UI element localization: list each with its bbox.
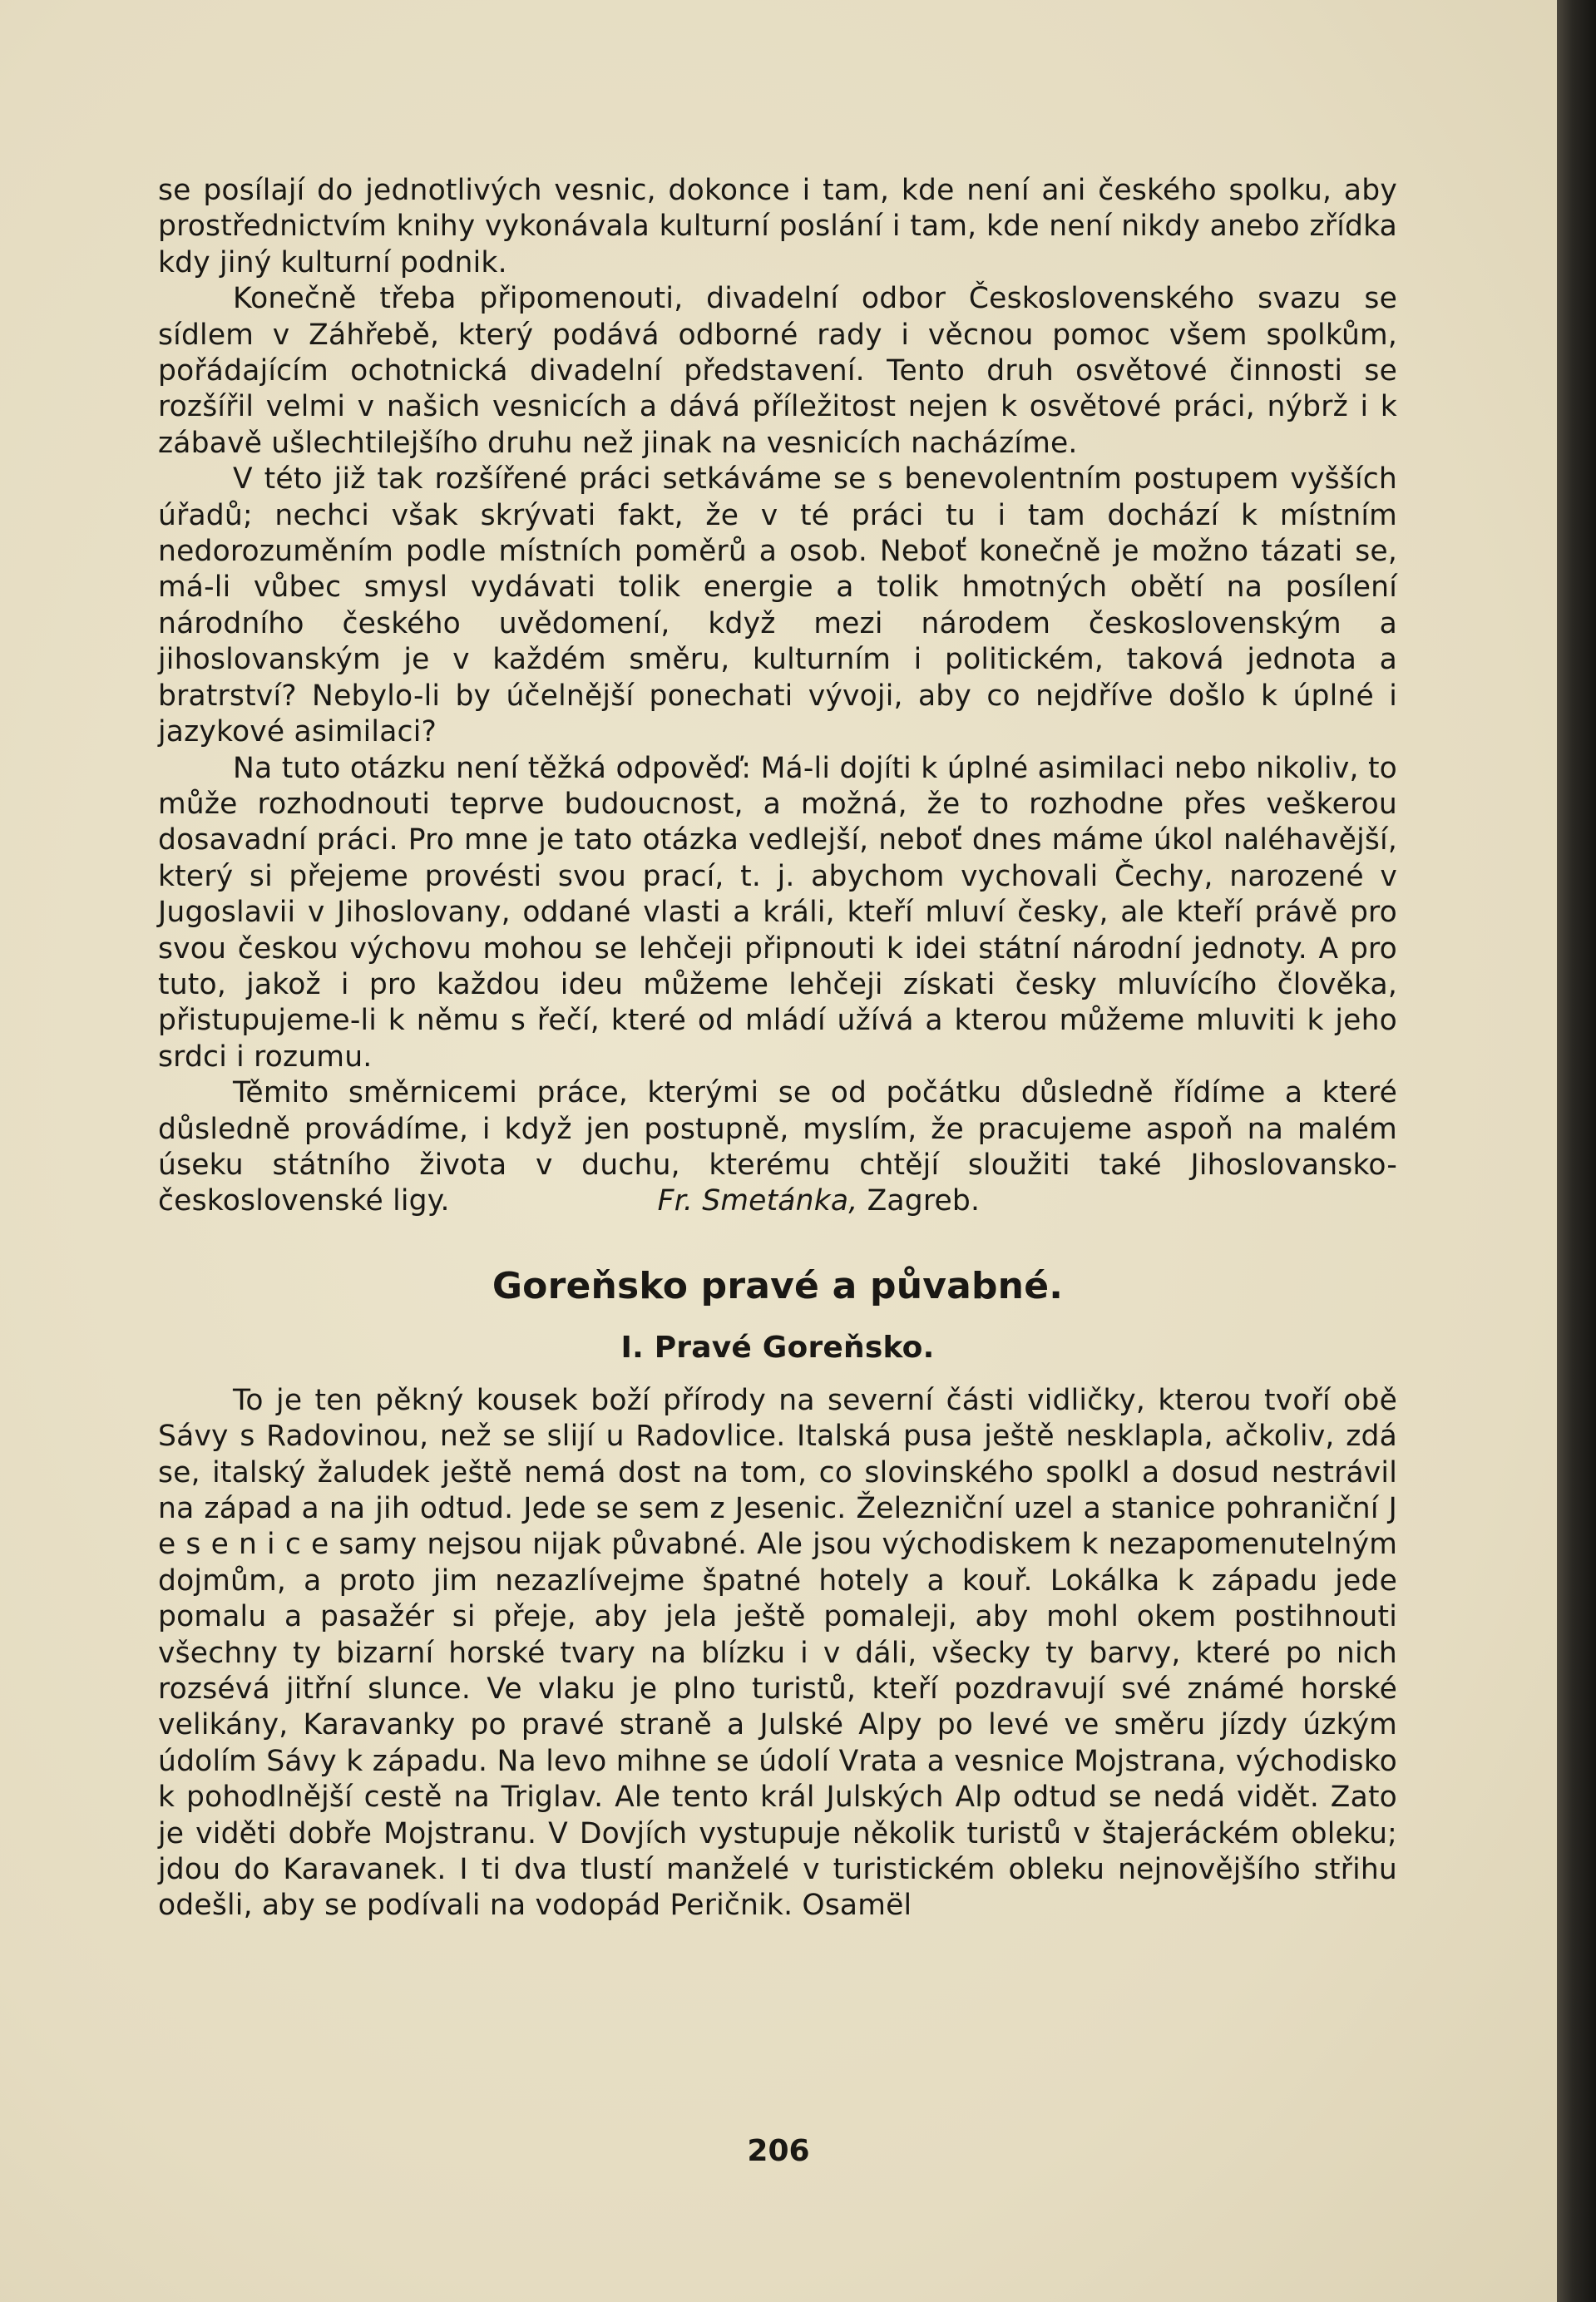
paragraph-drama-section: Konečně třeba připomenouti, divadelní odbor Československého svazu se sídlem v Záhřebě, který podává odborné rady i věcnou pomoc všem spolkům, pořádajícím ochotnická divadelní představení. Tento druh osvětové činnosti se rozšířil velmi v našich vesnicích a dává příležitost nejen k osvětové práci, nýbrž i k zábavě ušlechtilejšího druhu než jinak na vesnicích nacházíme. xyxy=(158,282,1397,460)
paragraph-benevolent-authorities: V této již tak rozšířené práci setkáváme se s benevolentním postupem vyšších úřadů; nechci však skrývati fakt, že v té práci tu i tam dochází k místním nedorozuměním podle místních poměrů a osob. Neboť konečně je možno tázati se, má-li vůbec smysl vydávati tolik energie a tolik hmotných obětí na posílení národního českého uvědomení, když mezi národem československým a jihoslovanským je v každém směru, kulturním i politickém, taková jednota a bratrství? Nebylo-li by účelnější ponechati vývoji, aby co nejdříve došlo k úplné i jazykové asimilaci? xyxy=(158,462,1397,749)
page-body xyxy=(158,173,1397,1924)
article-paragraph: To je ten pěkný kousek boží přírody na severní části vidličky, kterou tvoří obě Sávy s Radovinou, než se slijí u Radovlice. Italská pusa ještě nesklapla, ačkoliv, zdá se, italský žaludek ještě nemá dost na tom, co slovinského spolkl a dosud nestrávil na západ a na jih odtud. Jede se sem z Jesenic. Železniční uzel a stanice pohraniční J e s e n i c e samy nejsou nijak půvabné. Ale jsou východiskem k nezapomenutelným dojmům, a proto jim nezazlívejme špatné hotely a kouř. Lokálka k západu jede pomalu a pasažér si přeje, aby jela ještě pomaleji, aby mohl okem postihnouti všechny ty bizarní horské tvary na blízku i v dáli, všecky ty barvy, které po nich rozsévá jitřní slunce. Ve vlaku je plno turistů, kteří pozdravují své známé horské velikány, Karavanky po pravé straně a Julské Alpy po levé ve směru jízdy úzkým údolím Sávy k západu. Na levo mihne se údolí Vrata a vesnice Mojstrana, východisko k pohodlnější cestě na Triglav. Ale tento král Julských Alp odtud se nedá vidět. Zato je viděti dobře Mojstranu. V Dovjích vystupuje několik turistů v štajeráckém obleku; jdou do Karavanek. I ti dva tlustí manželé v turistickém obleku nejnovějšího střihu odešli, aby se podívali na vodopád Peričnik. Osamël xyxy=(158,1383,1397,1923)
signature-place: Zagreb. xyxy=(867,1184,981,1218)
page-number: 206 xyxy=(747,2134,810,2168)
paragraph-closing xyxy=(158,1075,1397,1220)
section-title: I. Pravé Goreňsko. xyxy=(620,1330,935,1365)
book-spine-edge xyxy=(1557,0,1596,2302)
paragraph-answer: Na tuto otázku není těžká odpověď: Má-li dojíti k úplné asimilaci nebo nikoliv, to může rozhodnouti teprve budoucnost, a možná, že to rozhodne přes veškerou dosavadní práci. Pro mne je tato otázka vedlejší, neboť dnes máme úkol naléhavější, který si přejeme provésti svou prací, t. j. abychom vychovali Čechy, narozené v Jugoslavii v Jihoslovany, oddané vlasti a králi, kteří mluví česky, ale kteří právě pro svou českou výchovu mohou se lehčeji připnouti k idei státní národní jednoty. A pro tuto, jakož i pro každou ideu můžeme lehčeji získati česky mluvícího člověka, přistupujeme-li k němu s řečí, které od mládí užívá a kterou můžeme mluviti k jeho srdci i rozumu. xyxy=(158,751,1397,1074)
signature-name: Fr. Smetánka, xyxy=(657,1184,858,1218)
paragraph-continuation: se posílají do jednotlivých vesnic, dokonce i tam, kde není ani českého spolku, aby prostřednictvím knihy vykonávala kulturní poslání i tam, kde není nikdy anebo zřídka kdy jiný kulturní podnik. xyxy=(158,174,1397,279)
article-title: Goreňsko pravé a půvabné. xyxy=(492,1264,1064,1307)
paragraph-closing-text: Těmito směrnicemi práce, kterými se od počátku důsledně řídíme a které důsledně provádíme, i když jen postupně, myslím, že pracujeme aspoň na malém úseku státního života v duchu, kterému chtějí sloužiti také Jihoslovansko-československé ligy. xyxy=(158,1076,1397,1218)
